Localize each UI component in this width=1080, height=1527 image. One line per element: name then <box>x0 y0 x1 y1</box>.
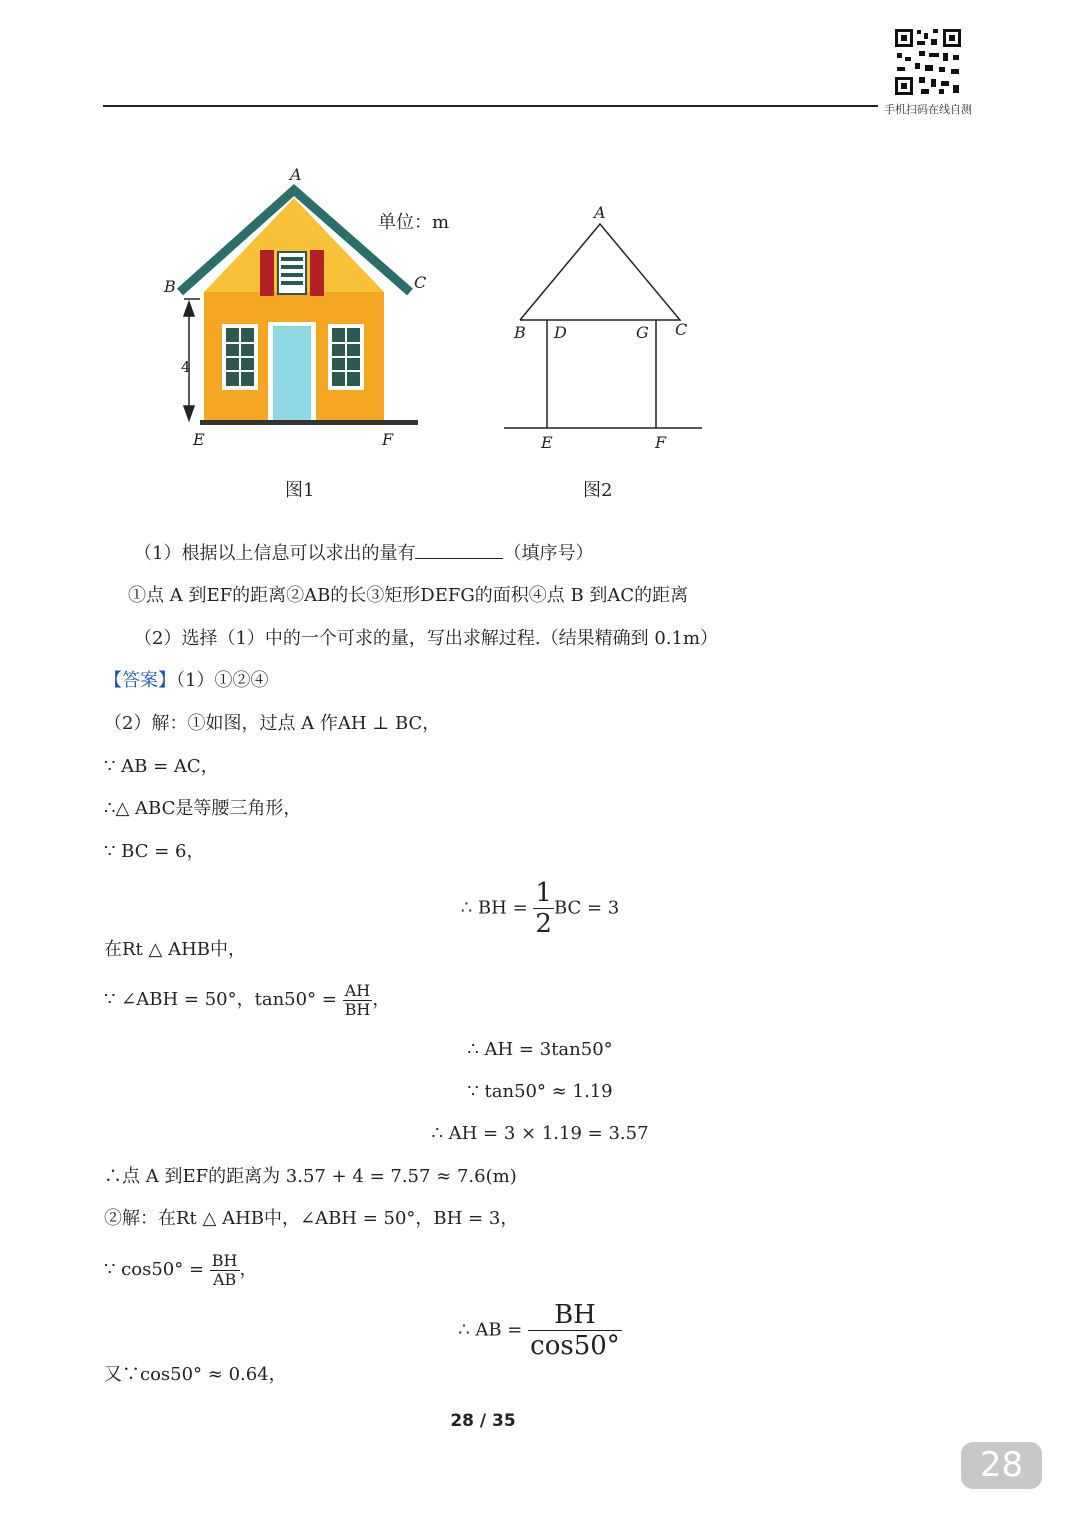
fig2-label-b: B <box>514 323 526 342</box>
answer-line: （2）解：①如图，过点 A 作AH ⊥ BC， <box>104 713 441 734</box>
qr-caption: 手机扫码在线自测 <box>884 103 972 116</box>
bh-fraction <box>533 878 554 939</box>
fig1-label-e: E <box>193 430 205 449</box>
bh-rhs: BC = 3 <box>553 897 620 919</box>
answer-line: ∵ BC = 6， <box>104 841 205 862</box>
page-badge[interactable]: 28 <box>961 1442 1042 1489</box>
ground-line <box>200 420 418 425</box>
fig2-label-d: D <box>554 323 567 342</box>
question-1-prefix: （1）根据以上信息可以求出的量有 <box>134 543 416 564</box>
question-1-suffix: （填序号） <box>503 543 594 564</box>
right-window <box>328 324 364 390</box>
tan-equation <box>104 978 390 1022</box>
fig1-label-a: A <box>290 165 302 184</box>
ab-denominator: cos50° <box>530 1331 620 1361</box>
right-shutter <box>310 250 324 296</box>
fig2-label-e: E <box>541 433 553 452</box>
ab-numerator: BH <box>528 1300 622 1331</box>
tan-end: ， <box>372 989 391 1010</box>
question-1 <box>134 540 593 567</box>
ah-line-2: ∵ tan50° ≈ 1.19 <box>467 1081 613 1102</box>
part2-line: ②解：在Rt △ AHB中，∠ABH = 50°，BH = 3， <box>104 1208 519 1229</box>
answer-blank <box>415 540 503 559</box>
question-2: （2）选择（1）中的一个可求的量，写出求解过程.（结果精确到 0.1m） <box>134 628 719 649</box>
tan-fraction <box>343 982 373 1019</box>
tan-denominator: BH <box>344 999 371 1019</box>
ab-fraction <box>528 1300 622 1361</box>
cos-equation <box>104 1248 258 1292</box>
figure-2-caption: 图2 <box>583 480 613 501</box>
answer-part1-text: （1）①②④ <box>176 670 269 691</box>
answer-line: ∵ AB = AC， <box>104 756 219 777</box>
bh-lhs: ∴ BH = <box>460 897 528 919</box>
fig2-label-g: G <box>636 323 649 342</box>
left-shutter <box>260 250 274 296</box>
answer-line: ∴△ ABC是等腰三角形， <box>104 798 302 819</box>
ab-lhs: ∴ AB = <box>458 1319 523 1341</box>
ab-equation <box>0 1300 1080 1361</box>
cos-end: ， <box>239 1259 258 1280</box>
figure-1-house <box>160 160 440 460</box>
fig2-label-f: F <box>655 433 667 452</box>
rt-triangle-line: 在Rt △ AHB中， <box>104 939 246 960</box>
question-options: ①点 A 到EF的距离②AB的长③矩形DEFG的面积④点 B 到AC的距离 <box>128 585 689 606</box>
cos-fraction <box>210 1252 240 1289</box>
tan-numerator: AH <box>343 982 373 1001</box>
tan-lhs: ∵ ∠ABH = 50°，tan50° = <box>104 989 337 1010</box>
cos-denominator: AB <box>212 1269 237 1289</box>
distance-result: ∴点 A 到EF的距离为 3.57 + 4 = 7.57 ≈ 7.6(m) <box>104 1166 517 1187</box>
fig2-label-a: A <box>594 203 606 222</box>
bh-denominator: 2 <box>535 909 552 939</box>
fig1-label-f: F <box>382 430 394 449</box>
ah-line-3: ∴ AH = 3 × 1.19 = 3.57 <box>431 1123 649 1144</box>
answer-part1 <box>104 668 268 694</box>
fig1-height-label: 4 <box>181 358 191 376</box>
figure-1-caption: 图1 <box>285 480 315 501</box>
fig1-label-c: C <box>414 273 427 292</box>
page-number: 28 / 35 <box>450 1411 516 1431</box>
left-window <box>222 324 258 390</box>
unit-label: 单位：m <box>378 212 450 233</box>
ah-line-1: ∴ AH = 3tan50° <box>467 1039 613 1060</box>
fig2-label-c: C <box>675 320 688 339</box>
cos-lhs: ∵ cos50° = <box>104 1259 205 1280</box>
bh-equation <box>0 878 1080 939</box>
bh-numerator: 1 <box>535 878 552 908</box>
figure-2-diagram <box>500 200 710 460</box>
qr-code <box>893 27 963 97</box>
fig1-label-b: B <box>164 277 176 296</box>
header-rule <box>103 105 878 107</box>
answer-tag: 【答案】 <box>104 670 176 691</box>
cos-approx-line: 又∵cos50° ≈ 0.64， <box>104 1364 287 1385</box>
door <box>273 326 311 420</box>
cos-numerator: BH <box>211 1250 238 1270</box>
